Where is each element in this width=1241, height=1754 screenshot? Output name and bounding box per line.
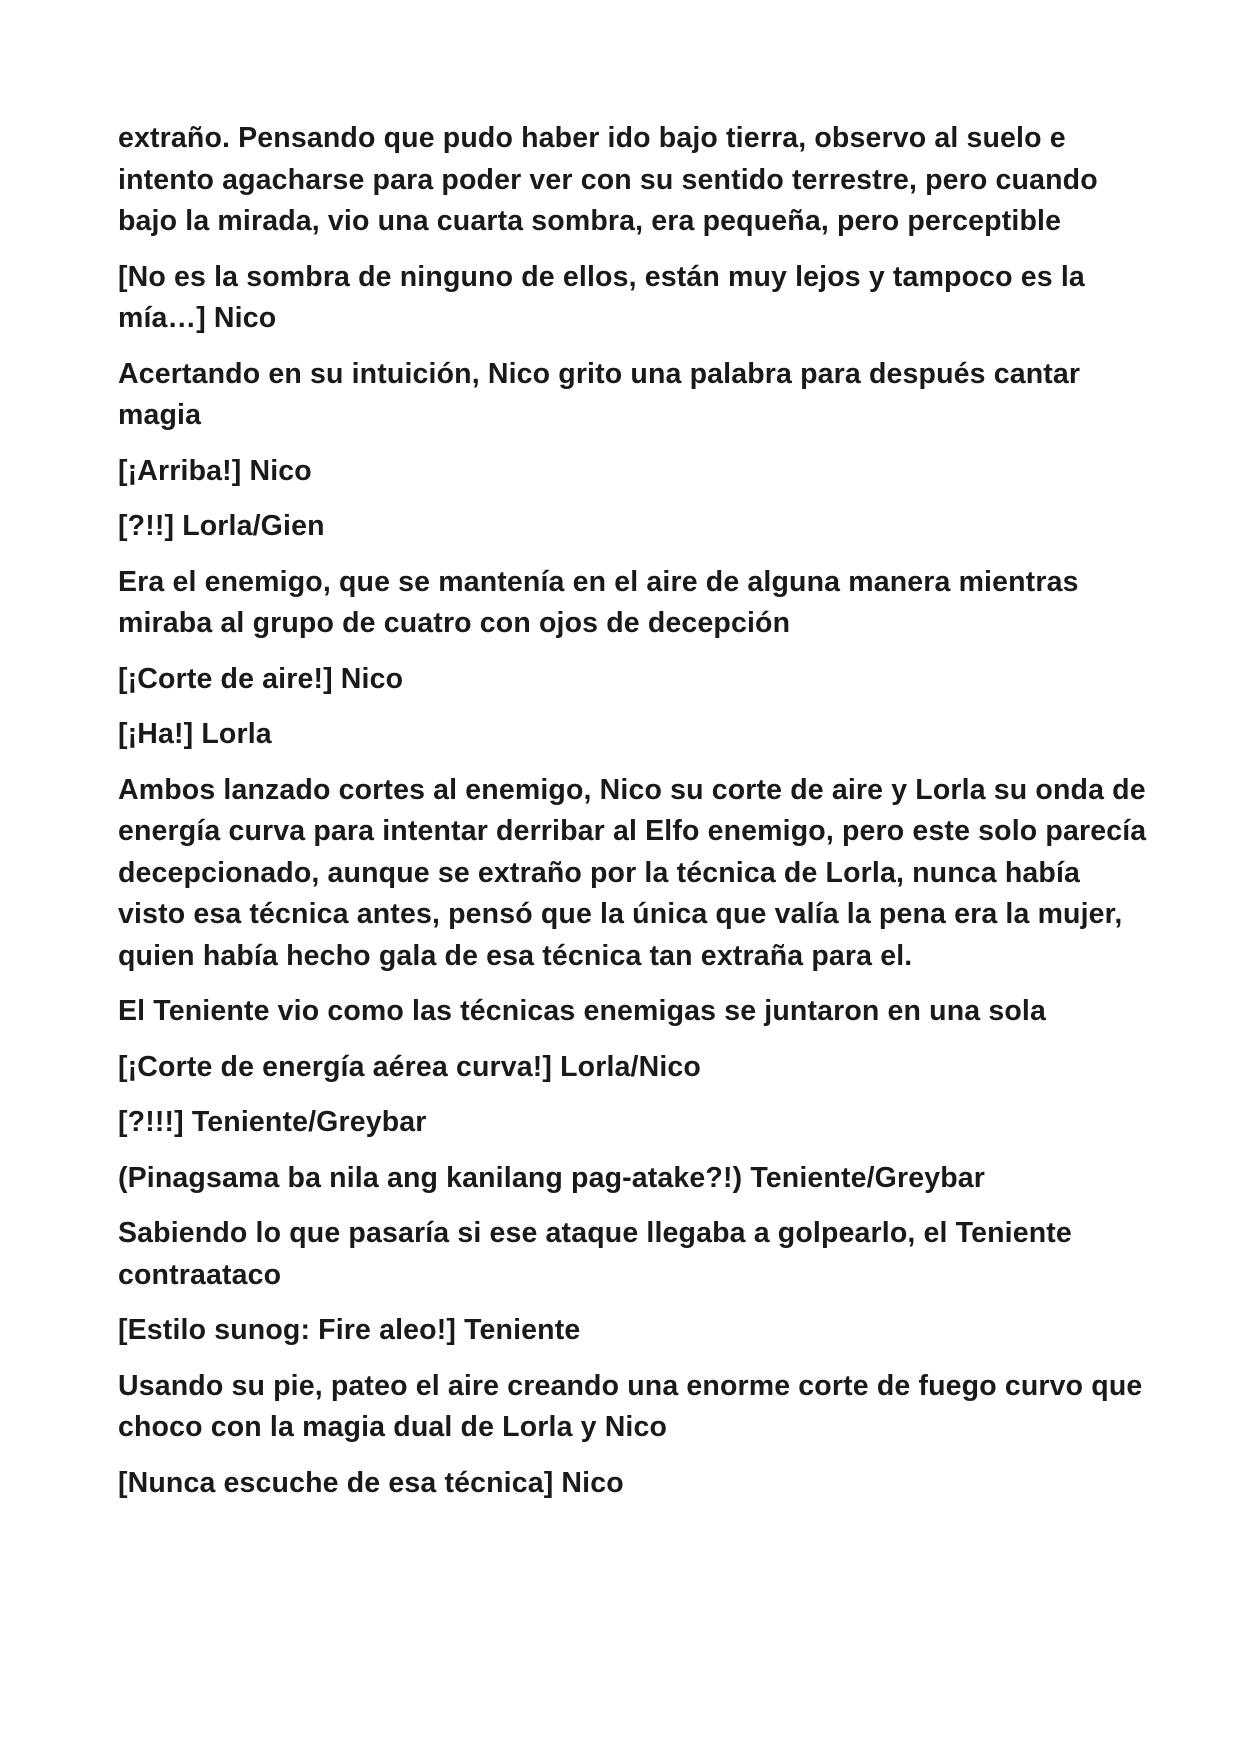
dialogue-line: [Estilo sunog: Fire aleo!] Teniente xyxy=(118,1314,581,1346)
dialogue-line: [¡Arriba!] Nico xyxy=(118,454,312,487)
dialogue-line: [?!!] Lorla/Gien xyxy=(118,510,325,542)
paragraph: El Teniente vio como las técnicas enemigas se juntaron en una sola xyxy=(118,995,1046,1027)
paragraph: Sabiendo lo que pasaría si ese ataque llegaba a golpearlo, el Teniente contraataco xyxy=(118,1217,1072,1291)
paragraph: extraño. Pensando que pudo haber ido bajo tierra, observo al suelo e intento agacharse para poder ver con su sentido terrestre, pero cuando bajo la mirada, vio una cuarta sombra, era pequeña, pero perceptible xyxy=(118,122,1098,237)
dialogue-line: [¡Corte de energía aérea curva!] Lorla/Nico xyxy=(118,1050,701,1083)
dialogue-line: [No es la sombra de ninguno de ellos, están muy lejos y tampoco es la mía…] Nico xyxy=(118,260,1085,334)
dialogue-line: [Nunca escuche de esa técnica] Nico xyxy=(118,1466,624,1499)
thought-line: (Pinagsama ba nila ang kanilang pag-atake?!) Teniente/Greybar xyxy=(118,1161,986,1194)
paragraph: Era el enemigo, que se mantenía en el aire de alguna manera mientras miraba al grupo de cuatro con ojos de decepción xyxy=(118,565,1079,639)
paragraph: Ambos lanzado cortes al enemigo, Nico su corte de aire y Lorla su onda de energía curva para intentar derribar al Elfo enemigo, pero este solo parecía decepcionado, aunque se extraño por la técnica de Lorla, nunca había visto esa técnica antes, pensó que la única que valía la pena era la mujer, quien había hecho gala de esa técnica tan extraña para el. xyxy=(118,773,1147,972)
paragraph: Usando su pie, pateo el aire creando una enorme corte de fuego curvo que choco con la magia dual de Lorla y Nico xyxy=(118,1369,1143,1443)
document-page xyxy=(118,118,1148,1518)
dialogue-line: [¡Corte de aire!] Nico xyxy=(118,662,404,695)
dialogue-line: [¡Ha!] Lorla xyxy=(118,718,272,750)
dialogue-line: [?!!!] Teniente/Greybar xyxy=(118,1106,427,1138)
paragraph: Acertando en su intuición, Nico grito una palabra para después cantar magia xyxy=(118,357,1081,431)
